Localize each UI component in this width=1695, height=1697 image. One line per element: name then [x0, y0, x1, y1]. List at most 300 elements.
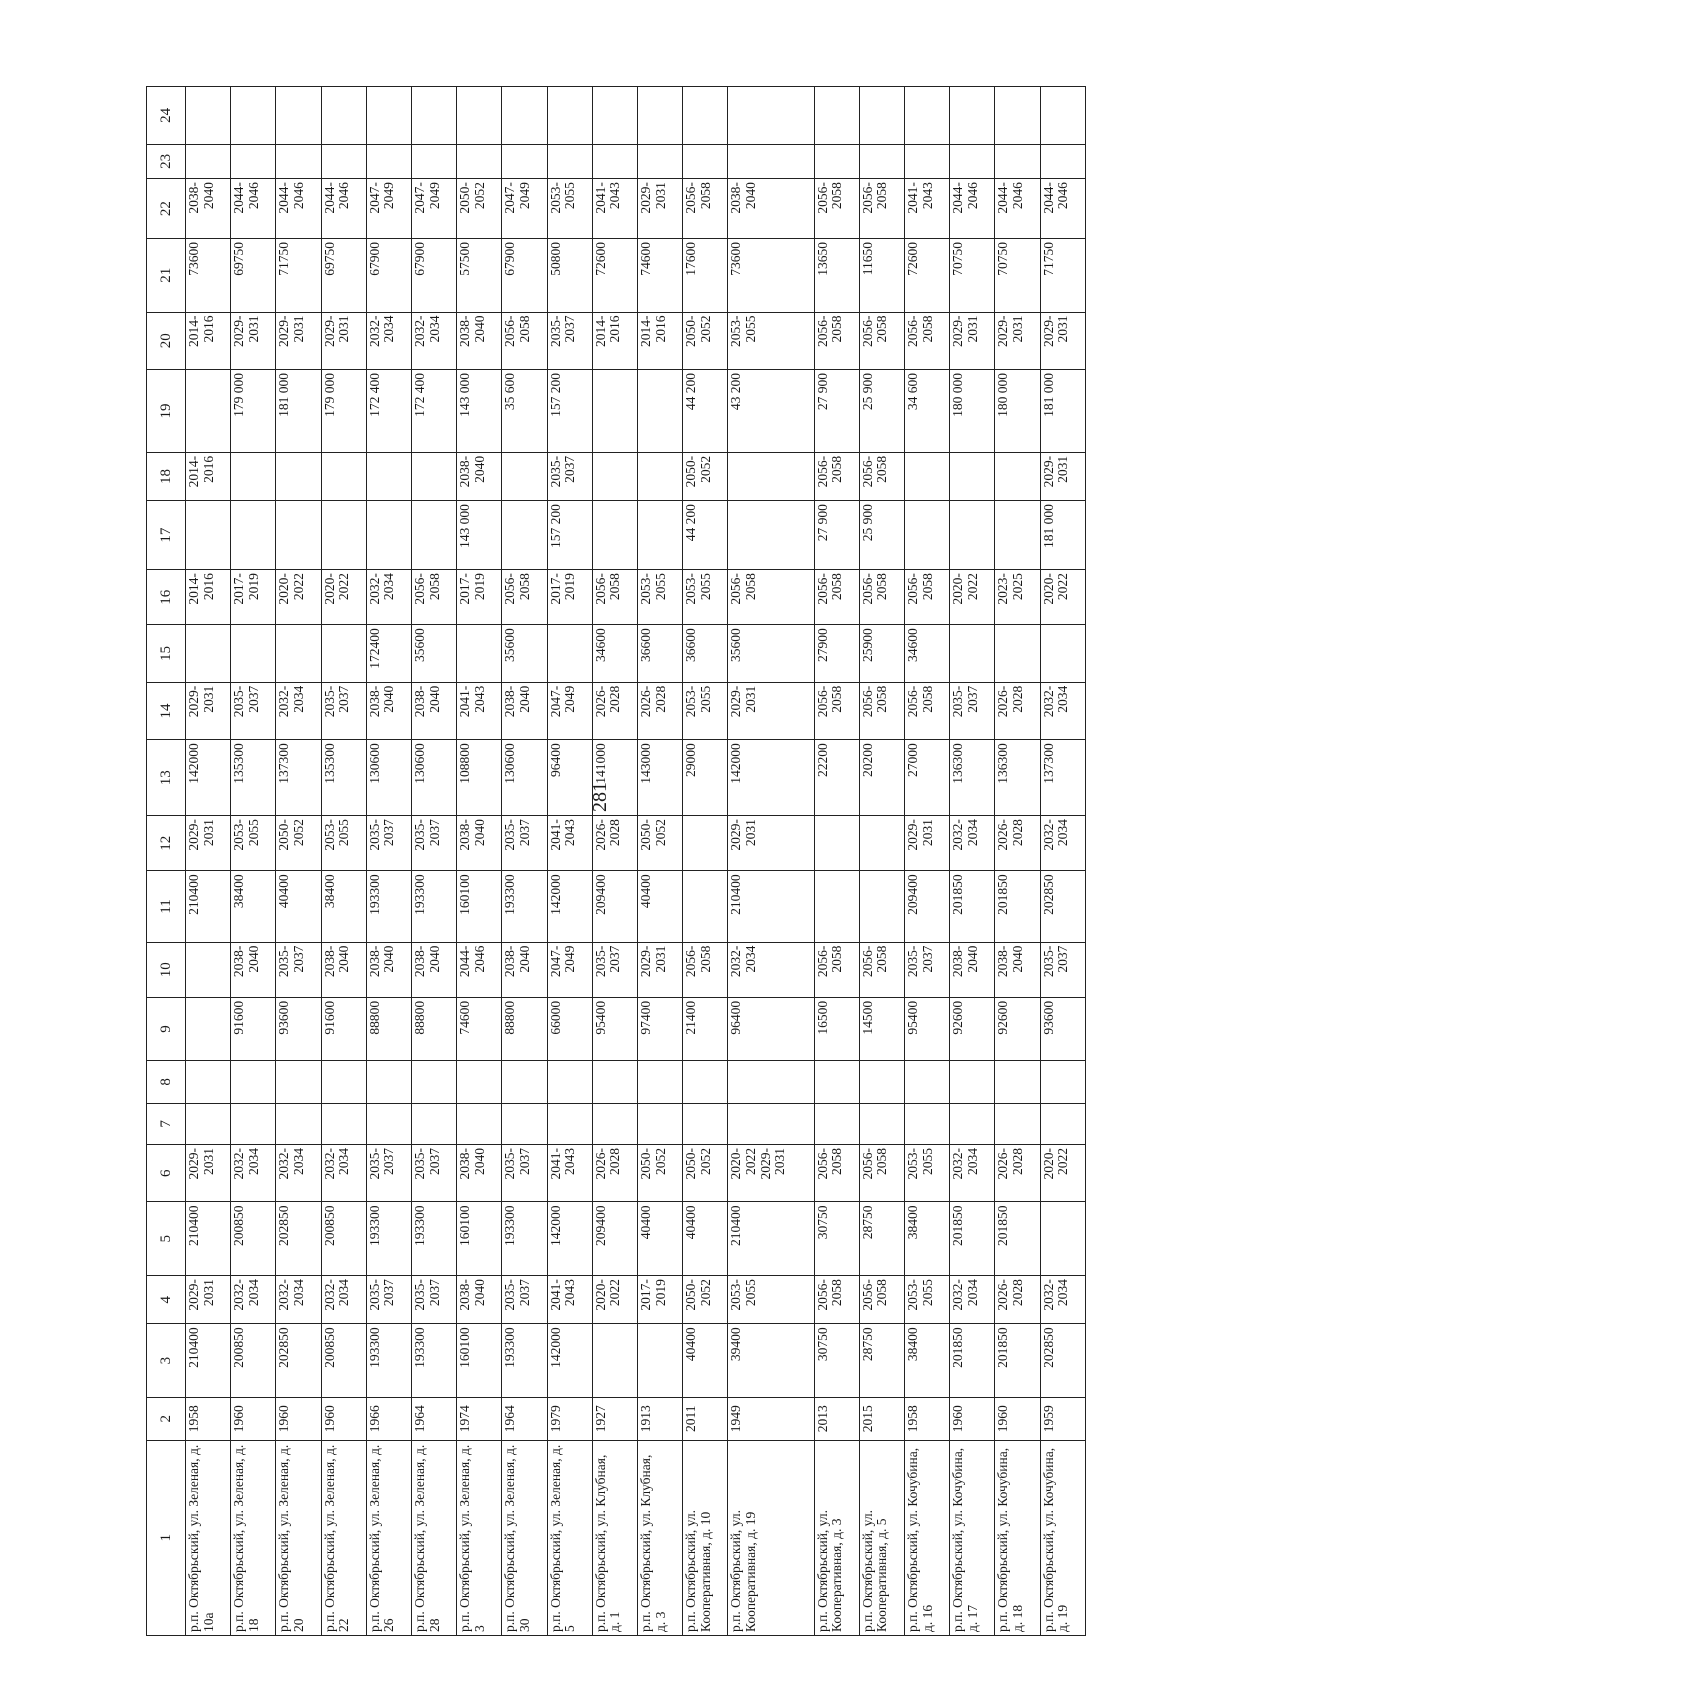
table-cell — [995, 452, 1040, 500]
column-number-7: 7 — [147, 1103, 186, 1144]
table-row — [950, 87, 995, 1636]
table-cell — [321, 501, 366, 570]
table-cell: 2029- 2031 — [950, 312, 995, 369]
table-cell: 2044- 2046 — [950, 179, 995, 239]
table-cell — [321, 1103, 366, 1144]
table-cell: 179 000 — [231, 370, 276, 453]
table-cell: 43 200 — [728, 370, 814, 453]
table-cell: 210400 — [186, 871, 231, 942]
table-cell: 2056- 2058 — [859, 1145, 904, 1202]
table-cell: 2056- 2058 — [814, 452, 859, 500]
table-cell: 2029- 2031 — [1040, 312, 1085, 369]
table-cell: 1958 — [186, 1397, 231, 1440]
table-cell: 2032- 2034 — [321, 1145, 366, 1202]
table-cell: 172400 — [366, 625, 411, 682]
table-cell: 69750 — [321, 238, 366, 312]
table-cell: 202850 — [1040, 871, 1085, 942]
table-cell: 35 600 — [502, 370, 547, 453]
table-cell — [321, 87, 366, 145]
table-cell: 2050- 2052 — [638, 1145, 683, 1202]
table-cell: 2050- 2052 — [683, 452, 728, 500]
table-cell — [814, 871, 859, 942]
table-cell — [592, 1324, 637, 1398]
table-cell: 2032- 2034 — [950, 1145, 995, 1202]
address-cell: р.п. Октябрьский, ул. Зеленая, д. 28 — [412, 1440, 457, 1635]
column-number-24: 24 — [147, 87, 186, 145]
table-cell — [592, 452, 637, 500]
table-cell: 40400 — [638, 1202, 683, 1276]
table-cell: 2032- 2034 — [321, 1276, 366, 1324]
table-cell: 2056- 2058 — [814, 179, 859, 239]
table-cell — [995, 144, 1040, 178]
table-cell: 2032- 2034 — [276, 682, 321, 739]
table-cell: 2056- 2058 — [859, 179, 904, 239]
table-cell: 130600 — [366, 740, 411, 816]
table-cell — [276, 501, 321, 570]
table-row — [814, 87, 859, 1636]
table-cell: 74600 — [457, 997, 502, 1060]
table-cell: 2038- 2040 — [412, 682, 457, 739]
table-cell — [457, 1103, 502, 1144]
table-cell: 2026- 2028 — [995, 682, 1040, 739]
table-cell: 2032- 2034 — [1040, 1276, 1085, 1324]
table-cell: 2035- 2037 — [412, 816, 457, 871]
table-cell: 27 900 — [814, 501, 859, 570]
column-number-16: 16 — [147, 570, 186, 625]
table-cell — [728, 452, 814, 500]
table-cell: 97400 — [638, 997, 683, 1060]
table-cell: 35600 — [412, 625, 457, 682]
table-cell: 143 000 — [457, 501, 502, 570]
table-cell: 2038- 2040 — [457, 1276, 502, 1324]
table-cell — [638, 370, 683, 453]
table-cell — [502, 1103, 547, 1144]
table-cell: 73600 — [186, 238, 231, 312]
table-cell: 143000 — [638, 740, 683, 816]
table-cell: 91600 — [231, 997, 276, 1060]
table-row — [859, 87, 904, 1636]
table-cell: 193300 — [502, 1202, 547, 1276]
table-cell — [186, 625, 231, 682]
table-cell: 1960 — [276, 1397, 321, 1440]
table-cell: 2056- 2058 — [412, 570, 457, 625]
table-cell: 88800 — [366, 997, 411, 1060]
table-cell: 1960 — [231, 1397, 276, 1440]
address-cell: р.п. Октябрьский, ул. Зеленая, д. 18 — [231, 1440, 276, 1635]
table-cell — [728, 501, 814, 570]
table-row — [412, 87, 457, 1636]
table-cell — [412, 1103, 457, 1144]
table-cell: 210400 — [728, 871, 814, 942]
table-cell — [638, 1324, 683, 1398]
table-cell: 72600 — [592, 238, 637, 312]
table-cell: 40400 — [276, 871, 321, 942]
table-cell: 2035- 2037 — [366, 1276, 411, 1324]
table-cell: 2032- 2034 — [412, 312, 457, 369]
table-cell: 2047- 2049 — [547, 942, 592, 997]
table-cell: 172 400 — [366, 370, 411, 453]
address-cell: р.п. Октябрьский, ул. Зеленая, д. 3 — [457, 1440, 502, 1635]
table-cell: 1964 — [412, 1397, 457, 1440]
table-cell — [1040, 625, 1085, 682]
column-number-17: 17 — [147, 501, 186, 570]
column-number-14: 14 — [147, 682, 186, 739]
table-cell — [995, 1103, 1040, 1144]
table-cell: 2053- 2055 — [905, 1276, 950, 1324]
table-body — [186, 87, 1086, 1636]
table-cell — [502, 501, 547, 570]
table-cell — [859, 144, 904, 178]
table-cell — [276, 625, 321, 682]
table-cell: 2017- 2019 — [231, 570, 276, 625]
table-cell: 180 000 — [995, 370, 1040, 453]
table-cell: 34 600 — [905, 370, 950, 453]
table-cell: 25900 — [859, 625, 904, 682]
address-cell: р.п. Октябрьский, ул. Зеленая, д. 10а — [186, 1440, 231, 1635]
table-cell — [859, 87, 904, 145]
table-cell: 142000 — [728, 740, 814, 816]
column-number-11: 11 — [147, 871, 186, 942]
column-number-12: 12 — [147, 816, 186, 871]
table-cell: 2020- 2022 2029- 2031 — [728, 1145, 814, 1202]
table-cell — [683, 87, 728, 145]
column-number-18: 18 — [147, 452, 186, 500]
table-cell: 71750 — [1040, 238, 1085, 312]
column-number-20: 20 — [147, 312, 186, 369]
table-cell: 39400 — [728, 1324, 814, 1398]
table-cell: 1949 — [728, 1397, 814, 1440]
table-cell: 2032- 2034 — [728, 942, 814, 997]
table-cell — [502, 452, 547, 500]
table-cell: 2026- 2028 — [995, 816, 1040, 871]
table-cell: 44 200 — [683, 501, 728, 570]
table-cell — [276, 1103, 321, 1144]
table-cell: 2041- 2043 — [547, 1145, 592, 1202]
table-cell: 2029- 2031 — [321, 312, 366, 369]
table-cell: 2014- 2016 — [186, 452, 231, 500]
table-cell — [412, 144, 457, 178]
table-cell: 2038- 2040 — [457, 816, 502, 871]
table-cell: 2035- 2037 — [276, 942, 321, 997]
table-cell: 2017- 2019 — [547, 570, 592, 625]
column-number-23: 23 — [147, 144, 186, 178]
table-cell: 2056- 2058 — [814, 570, 859, 625]
table-cell: 193300 — [366, 1202, 411, 1276]
table-cell: 2029- 2031 — [638, 179, 683, 239]
table-row — [638, 87, 683, 1636]
table-row — [592, 87, 637, 1636]
table-cell: 2038- 2040 — [728, 179, 814, 239]
table-cell — [683, 871, 728, 942]
table-cell — [547, 144, 592, 178]
table-cell: 193300 — [412, 871, 457, 942]
table-cell: 2029- 2031 — [638, 942, 683, 997]
column-number-21: 21 — [147, 238, 186, 312]
table-cell: 28750 — [859, 1202, 904, 1276]
table-cell: 193300 — [502, 871, 547, 942]
table-cell: 14500 — [859, 997, 904, 1060]
table-cell: 1979 — [547, 1397, 592, 1440]
table-cell: 40400 — [683, 1324, 728, 1398]
address-cell: р.п. Октябрьский, ул. Зеленая, д. 5 — [547, 1440, 592, 1635]
table-row — [321, 87, 366, 1636]
column-number-4: 4 — [147, 1276, 186, 1324]
table-cell: 2053- 2055 — [905, 1145, 950, 1202]
table-cell: 2056- 2058 — [683, 942, 728, 997]
table-cell: 2038- 2040 — [186, 179, 231, 239]
table-cell — [859, 1103, 904, 1144]
table-cell — [412, 87, 457, 145]
table-cell: 2053- 2055 — [728, 1276, 814, 1324]
table-cell — [905, 1061, 950, 1104]
table-cell: 70750 — [995, 238, 1040, 312]
table-cell: 2056- 2058 — [502, 312, 547, 369]
address-cell: р.п. Октябрьский, ул. Кочубина, д. 16 — [905, 1440, 950, 1635]
table-row — [905, 87, 950, 1636]
table-row — [366, 87, 411, 1636]
table-cell: 209400 — [592, 871, 637, 942]
table-cell: 2032- 2034 — [231, 1145, 276, 1202]
table-cell: 2029- 2031 — [728, 816, 814, 871]
table-cell: 93600 — [276, 997, 321, 1060]
table-cell: 2041- 2043 — [905, 179, 950, 239]
table-cell: 2047- 2049 — [412, 179, 457, 239]
table-cell: 210400 — [186, 1202, 231, 1276]
table-cell: 2047- 2049 — [366, 179, 411, 239]
table-cell — [592, 1061, 637, 1104]
table-row — [457, 87, 502, 1636]
table-cell — [547, 1061, 592, 1104]
table-cell: 36600 — [638, 625, 683, 682]
table-cell: 2056- 2058 — [502, 570, 547, 625]
table-cell: 2035- 2037 — [1040, 942, 1085, 997]
table-cell: 88800 — [412, 997, 457, 1060]
table-cell — [457, 625, 502, 682]
table-row — [1040, 87, 1085, 1636]
table-cell: 181 000 — [276, 370, 321, 453]
table-cell: 2035- 2037 — [592, 942, 637, 997]
page-number: 281 — [588, 782, 611, 812]
table-cell: 2056- 2058 — [905, 570, 950, 625]
table-cell: 1913 — [638, 1397, 683, 1440]
table-cell — [638, 144, 683, 178]
table-cell: 2053- 2055 — [321, 816, 366, 871]
column-number-1: 1 — [147, 1440, 186, 1635]
table-cell — [547, 625, 592, 682]
table-cell: 136300 — [995, 740, 1040, 816]
table-cell: 2056- 2058 — [683, 179, 728, 239]
table-cell: 210400 — [186, 1324, 231, 1398]
table-cell — [950, 625, 995, 682]
table-cell — [457, 87, 502, 145]
table-cell: 2026- 2028 — [592, 1145, 637, 1202]
table-cell: 2050- 2052 — [457, 179, 502, 239]
table-cell — [638, 452, 683, 500]
table-cell: 142000 — [547, 871, 592, 942]
table-cell: 2038- 2040 — [366, 682, 411, 739]
table-cell: 2026- 2028 — [592, 682, 637, 739]
table-cell: 2038- 2040 — [995, 942, 1040, 997]
column-number-2: 2 — [147, 1397, 186, 1440]
table-cell: 2056- 2058 — [859, 682, 904, 739]
table-cell: 2044- 2046 — [231, 179, 276, 239]
table-cell — [950, 1103, 995, 1144]
table-cell: 2011 — [683, 1397, 728, 1440]
table-cell — [231, 87, 276, 145]
table-cell — [728, 1103, 814, 1144]
table-cell: 201850 — [950, 871, 995, 942]
table-cell: 20200 — [859, 740, 904, 816]
table-cell: 1966 — [366, 1397, 411, 1440]
table-cell — [814, 144, 859, 178]
table-cell: 193300 — [502, 1324, 547, 1398]
table-cell: 201850 — [950, 1202, 995, 1276]
table-cell: 130600 — [502, 740, 547, 816]
table-cell: 130600 — [412, 740, 457, 816]
table-cell: 91600 — [321, 997, 366, 1060]
table-cell: 2017- 2019 — [638, 1276, 683, 1324]
table-cell: 193300 — [412, 1324, 457, 1398]
table-cell — [1040, 1103, 1085, 1144]
table-cell: 2035- 2037 — [502, 1145, 547, 1202]
table-cell — [814, 87, 859, 145]
table-cell — [1040, 87, 1085, 145]
address-cell: р.п. Октябрьский, ул. Кочубина, д. 19 — [1040, 1440, 1085, 1635]
table-cell: 142000 — [186, 740, 231, 816]
table-cell: 29000 — [683, 740, 728, 816]
table-cell: 57500 — [457, 238, 502, 312]
table-cell — [905, 1103, 950, 1144]
table-cell — [366, 1061, 411, 1104]
column-number-13: 13 — [147, 740, 186, 816]
table-cell: 2053- 2055 — [231, 816, 276, 871]
table-cell: 2038- 2040 — [321, 942, 366, 997]
table-cell — [859, 871, 904, 942]
table-cell: 95400 — [905, 997, 950, 1060]
table-cell: 67900 — [366, 238, 411, 312]
table-cell: 71750 — [276, 238, 321, 312]
table-cell: 2050- 2052 — [638, 816, 683, 871]
table-cell: 2035- 2037 — [412, 1145, 457, 1202]
table-cell: 2038- 2040 — [366, 942, 411, 997]
table-cell: 2038- 2040 — [950, 942, 995, 997]
table-cell: 2026- 2028 — [995, 1145, 1040, 1202]
table-cell: 2026- 2028 — [995, 1276, 1040, 1324]
table-cell: 2050- 2052 — [683, 312, 728, 369]
table-cell: 34600 — [905, 625, 950, 682]
address-cell: р.п. Октябрьский, ул. Кооперативная, д. 19 — [728, 1440, 814, 1635]
table-cell: 2014- 2016 — [638, 312, 683, 369]
table-cell: 193300 — [366, 871, 411, 942]
table-cell — [366, 501, 411, 570]
table-cell — [859, 816, 904, 871]
table-row — [683, 87, 728, 1636]
address-cell: р.п. Октябрьский, ул. Кооперативная, д. 5 — [859, 1440, 904, 1635]
table-cell: 2032- 2034 — [950, 816, 995, 871]
table-cell: 69750 — [231, 238, 276, 312]
table-cell: 30750 — [814, 1324, 859, 1398]
table-cell: 201850 — [995, 871, 1040, 942]
table-cell: 2056- 2058 — [592, 570, 637, 625]
table-cell: 92600 — [995, 997, 1040, 1060]
table-cell — [950, 144, 995, 178]
table-cell: 66000 — [547, 997, 592, 1060]
table-cell: 2044- 2046 — [995, 179, 1040, 239]
table-cell — [231, 625, 276, 682]
table-cell: 2044- 2046 — [276, 179, 321, 239]
table-cell — [592, 144, 637, 178]
table-row — [186, 87, 231, 1636]
table-cell: 44 200 — [683, 370, 728, 453]
table-cell: 2026- 2028 — [638, 682, 683, 739]
table-cell: 25 900 — [859, 370, 904, 453]
table-cell — [321, 1061, 366, 1104]
table-cell: 2035- 2037 — [321, 682, 366, 739]
table-cell: 2029- 2031 — [186, 1276, 231, 1324]
table-cell — [859, 1061, 904, 1104]
table-cell — [186, 144, 231, 178]
table-cell — [592, 370, 637, 453]
table-cell: 179 000 — [321, 370, 366, 453]
table-cell: 210400 — [728, 1202, 814, 1276]
table-cell: 2032- 2034 — [276, 1276, 321, 1324]
table-cell: 96400 — [728, 997, 814, 1060]
table-cell: 2035- 2037 — [502, 1276, 547, 1324]
table-cell — [186, 87, 231, 145]
table-cell: 1959 — [1040, 1397, 1085, 1440]
table-row — [231, 87, 276, 1636]
table-cell: 2029- 2031 — [995, 312, 1040, 369]
table-cell — [276, 1061, 321, 1104]
table-row — [502, 87, 547, 1636]
table-cell: 2056- 2058 — [814, 1276, 859, 1324]
table-cell — [457, 1061, 502, 1104]
table-viewport — [147, 88, 1695, 1632]
table-cell: 1927 — [592, 1397, 637, 1440]
table-cell: 2020- 2022 — [950, 570, 995, 625]
table-cell: 160100 — [457, 871, 502, 942]
address-cell: р.п. Октябрьский, ул. Зеленая, д. 26 — [366, 1440, 411, 1635]
table-cell — [547, 1103, 592, 1144]
table-cell — [231, 501, 276, 570]
table-cell: 141000 — [592, 740, 637, 816]
table-cell: 142000 — [547, 1202, 592, 1276]
table-cell: 2032- 2034 — [1040, 816, 1085, 871]
table-cell: 2056- 2058 — [814, 1145, 859, 1202]
table-cell — [995, 501, 1040, 570]
table-cell: 2053- 2055 — [728, 312, 814, 369]
table-cell: 27000 — [905, 740, 950, 816]
table-cell: 2056- 2058 — [859, 570, 904, 625]
table-cell: 202850 — [276, 1202, 321, 1276]
address-cell: р.п. Октябрьский, ул. Кооперативная, д. 10 — [683, 1440, 728, 1635]
table-cell: 2029- 2031 — [1040, 452, 1085, 500]
table-cell — [814, 1061, 859, 1104]
table-cell: 1960 — [321, 1397, 366, 1440]
table-cell — [366, 144, 411, 178]
table-cell: 2032- 2034 — [366, 570, 411, 625]
table-cell: 2044- 2046 — [1040, 179, 1085, 239]
table-cell: 92600 — [950, 997, 995, 1060]
table-cell: 17600 — [683, 238, 728, 312]
table-cell — [995, 87, 1040, 145]
table-cell: 50800 — [547, 238, 592, 312]
table-cell: 2032- 2034 — [1040, 682, 1085, 739]
table-cell: 27 900 — [814, 370, 859, 453]
table-cell: 181 000 — [1040, 501, 1085, 570]
table-cell: 16500 — [814, 997, 859, 1060]
table-cell: 2026- 2028 — [592, 816, 637, 871]
